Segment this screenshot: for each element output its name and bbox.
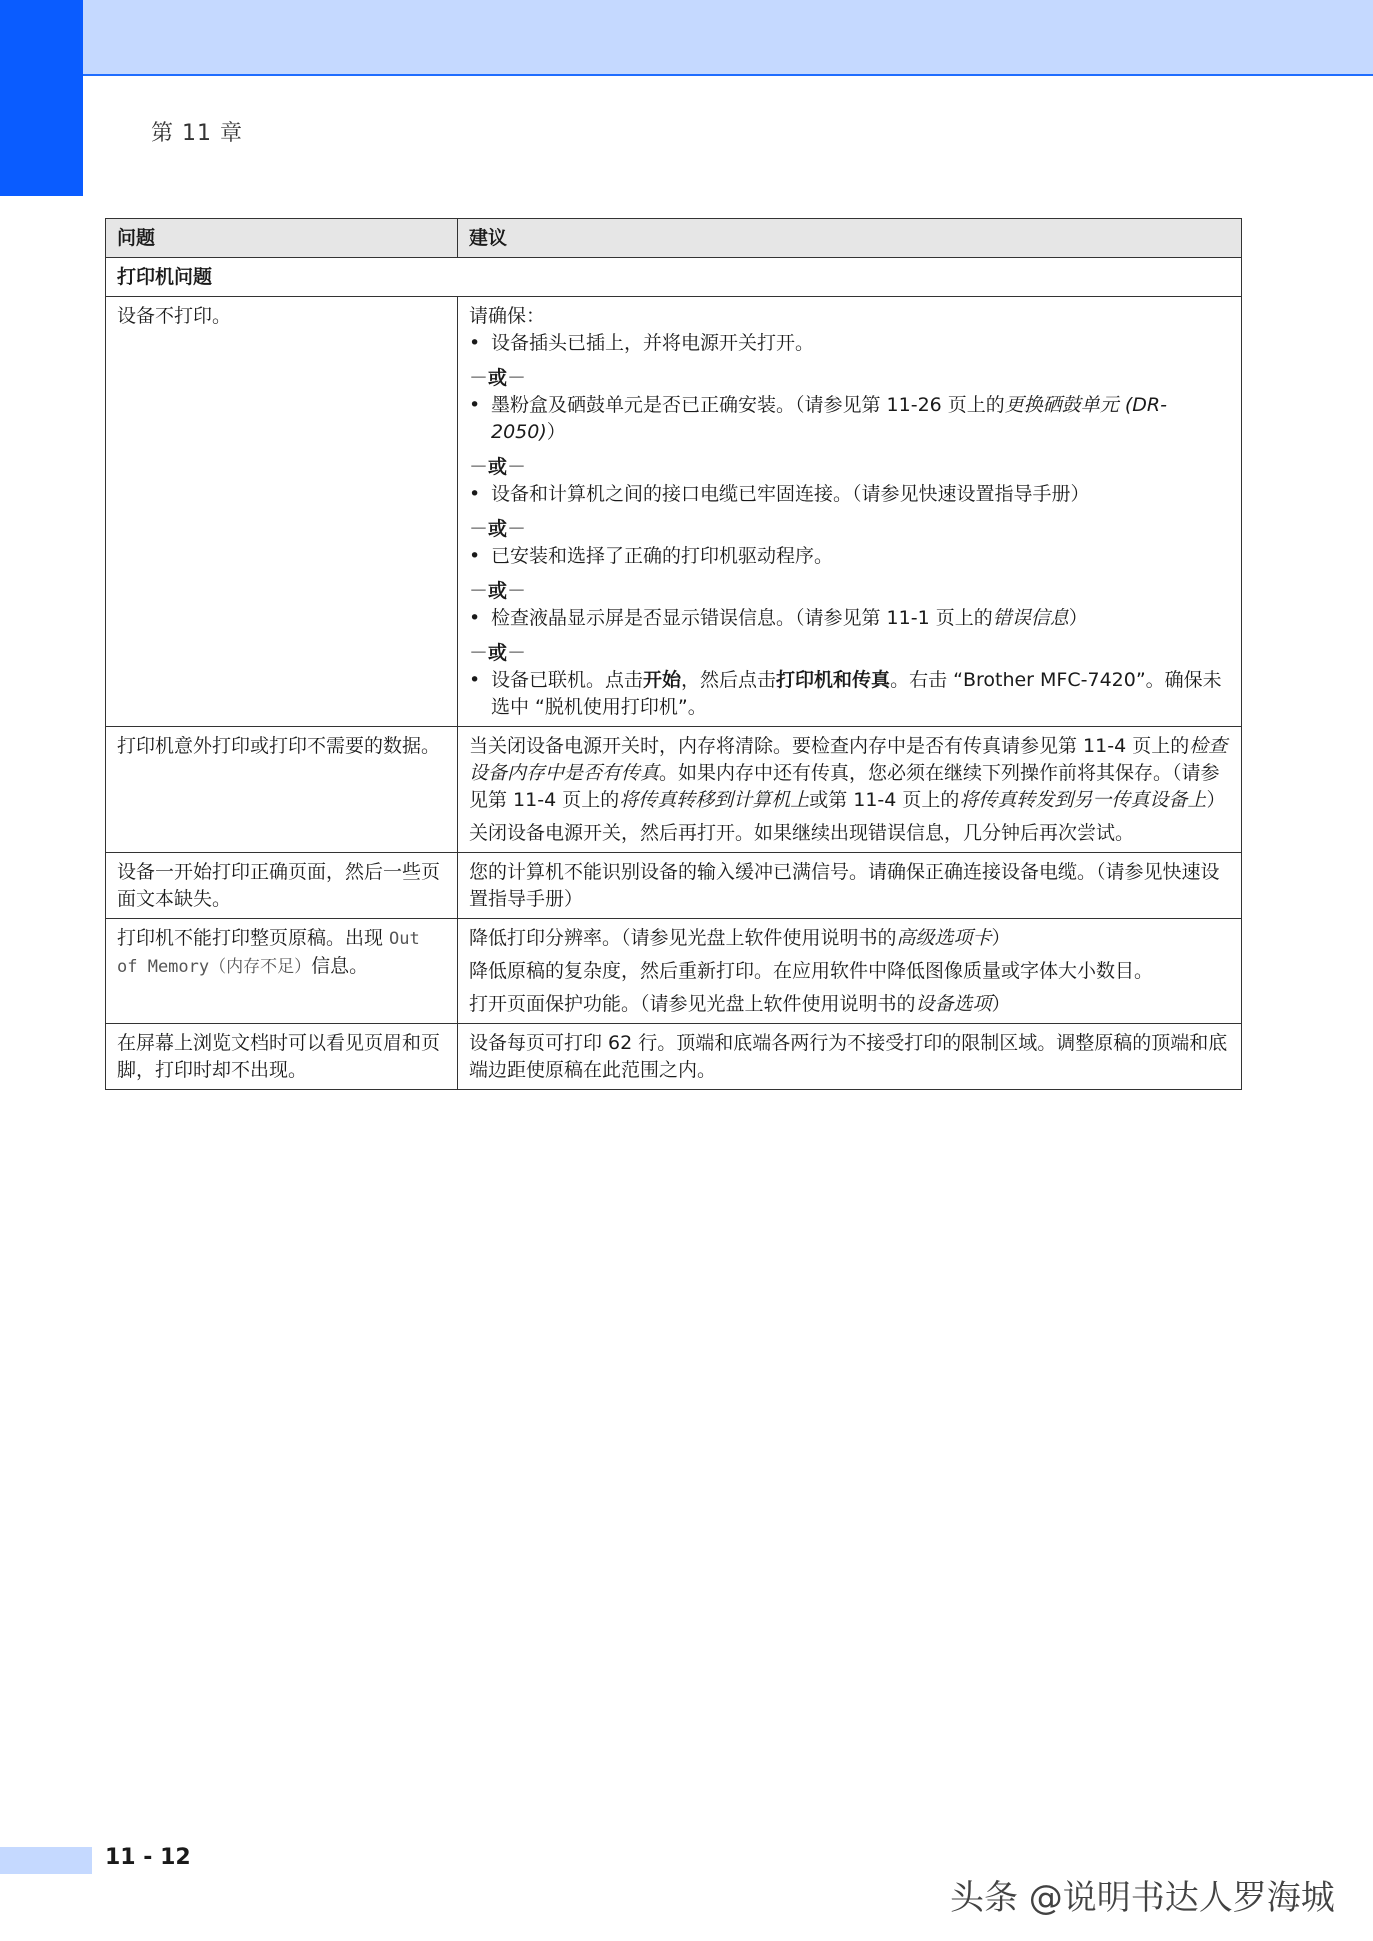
reference-link: 设备选项 [915, 993, 992, 1015]
suggestion-text: 降低打印分辨率。（请参见光盘上软件使用说明书的高级选项卡） [469, 927, 1011, 949]
chapter-label: 第 11 章 [151, 121, 243, 146]
suggestion-cell [458, 727, 1242, 853]
problem-cell: 打印机意外打印或打印不需要的数据。 [106, 727, 458, 853]
suggestion-cell: 设备每页可打印 62 行。顶端和底端各两行为不接受打印的限制区域。调整原稿的顶端和底端边距使原稿在此范围之内。 [458, 1024, 1242, 1090]
table-header-row [106, 219, 1242, 258]
reference-link: 将传真转移到计算机上 [619, 789, 810, 811]
footer-band [0, 1847, 92, 1874]
reference-link: 更换硒鼓单元 (DR-2050) [491, 394, 1167, 443]
or-divider: －或－ [469, 367, 527, 389]
suggestion-text: 降低原稿的复杂度，然后重新打印。在应用软件中降低图像质量或字体大小数目。 [469, 960, 1154, 982]
suggestion-text: 当关闭设备电源开关时，内存将清除。要检查内存中是否有传真请参见第 11-4 页上的检查设备内存中是否有传真。如果内存中还有传真，您必须在继续下列操作前将其保存。（请参见第 11-4 页上的将传真转移到计算机上或第 11-4 页上的将传真转发到另一传真设备上） [469, 735, 1228, 811]
menu-term: 开始 [643, 669, 682, 691]
suggestion-intro: 请确保： [469, 305, 546, 327]
section-title: 打印机问题 [106, 258, 1242, 297]
header-band [0, 0, 1373, 75]
bullet-item: • 设备插头已插上，并将电源开关打开。 [469, 330, 1231, 357]
suggestion-cell [458, 297, 1242, 727]
suggestion-cell [458, 919, 1242, 1024]
column-header-suggestion: 建议 [458, 219, 1242, 258]
menu-term: 打印机和传真 [776, 669, 891, 691]
suggestion-text: 打开页面保护功能。（请参见光盘上软件使用说明书的设备选项） [469, 993, 1011, 1015]
page-number: 11 - 12 [105, 1845, 191, 1870]
bullet-item: • 已安装和选择了正确的打印机驱动程序。 [469, 543, 1231, 570]
or-divider: －或－ [469, 642, 527, 664]
table-row [106, 727, 1242, 853]
troubleshooting-table [105, 218, 1242, 1090]
table-row [106, 919, 1242, 1024]
problem-cell: 设备一开始打印正确页面，然后一些页面文本缺失。 [106, 853, 458, 919]
bullet-item: • 设备已联机。点击开始，然后点击打印机和传真。右击 “Brother MFC-7420”。确保未选中 “脱机使用打印机”。 [469, 667, 1231, 721]
or-divider: －或－ [469, 580, 527, 602]
or-divider: －或－ [469, 518, 527, 540]
problem-cell: 在屏幕上浏览文档时可以看见页眉和页脚，打印时却不出现。 [106, 1024, 458, 1090]
column-header-problem: 问题 [106, 219, 458, 258]
problem-cell: 打印机不能打印整页原稿。出现 Out of Memory（内存不足）信息。 [106, 919, 458, 1024]
watermark: 头条 @说明书达人罗海城 [950, 1878, 1335, 1918]
reference-link: 高级选项卡 [896, 927, 992, 949]
table-row [106, 1024, 1242, 1090]
error-message: Out of Memory（内存不足） [117, 929, 420, 977]
bullet-item: • 检查液晶显示屏是否显示错误信息。（请参见第 11-1 页上的错误信息） [469, 605, 1231, 632]
table-row [106, 297, 1242, 727]
problem-cell: 设备不打印。 [106, 297, 458, 727]
reference-link: 错误信息 [992, 607, 1069, 629]
chapter-tab [0, 0, 83, 196]
reference-link: 将传真转发到另一传真设备上 [959, 789, 1207, 811]
or-divider: －或－ [469, 456, 527, 478]
table-row [106, 853, 1242, 919]
section-row [106, 258, 1242, 297]
suggestion-cell: 您的计算机不能识别设备的输入缓冲已满信号。请确保正确连接设备电缆。（请参见快速设置指导手册） [458, 853, 1242, 919]
suggestion-text: 关闭设备电源开关，然后再打开。如果继续出现错误信息，几分钟后再次尝试。 [469, 822, 1135, 844]
bullet-item: • 设备和计算机之间的接口电缆已牢固连接。（请参见快速设置指导手册） [469, 481, 1231, 508]
header-rule [83, 74, 1373, 76]
bullet-item: • 墨粉盒及硒鼓单元是否已正确安装。（请参见第 11-26 页上的更换硒鼓单元 (DR-2050)） [469, 392, 1231, 446]
reference-link: 检查设备内存中是否有传真 [469, 735, 1228, 784]
